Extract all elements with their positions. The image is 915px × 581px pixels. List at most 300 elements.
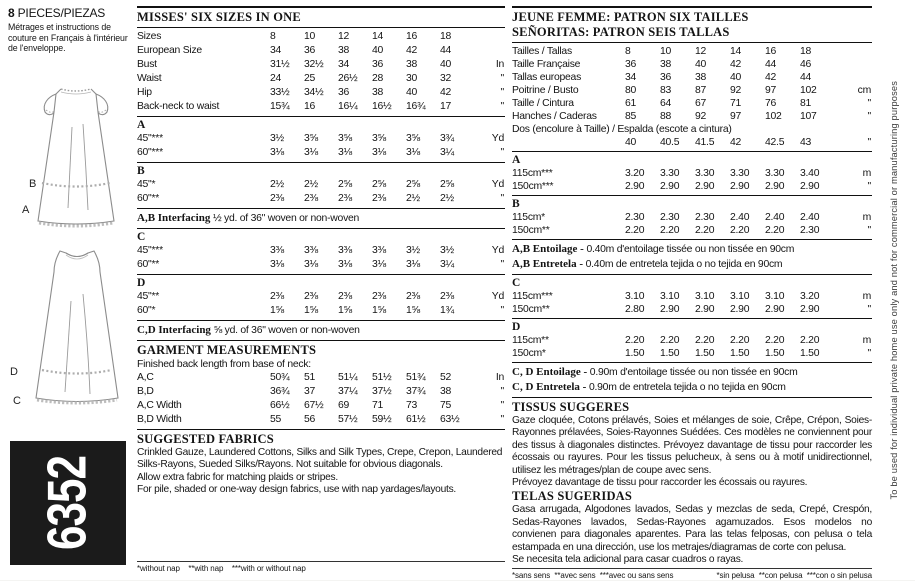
row-value: 3⅛ [338, 147, 352, 158]
row-unit: Yd [491, 179, 504, 190]
row-label: 150cm** [512, 225, 550, 236]
row-value: 15¾ [270, 101, 290, 112]
row-value: 42 [765, 72, 777, 83]
row-label [512, 136, 625, 149]
row-value: 14 [730, 46, 742, 57]
row-value: 40 [730, 72, 742, 83]
divider [512, 397, 872, 398]
row-value: 2⅜ [338, 291, 352, 302]
row-value: 38 [440, 386, 452, 397]
ab-entoilage-note-fr: A,B Entoilage - 0.40m d'entoilage tissée ou non tissée en 90cm [512, 243, 795, 255]
table-row [512, 224, 872, 237]
row-value: 75 [440, 400, 452, 411]
divider [137, 429, 505, 430]
spanish-title: SEÑORITAS: PATRON SEIS TALLAS [512, 25, 730, 39]
row-value: 2⅜ [338, 193, 352, 204]
row-value: 64 [660, 98, 672, 109]
row-value: 2.30 [625, 212, 645, 223]
row-value: 1⅝ [372, 305, 386, 316]
row-value: 38 [695, 72, 707, 83]
row-unit [835, 58, 872, 71]
divider [512, 151, 872, 152]
dress-illustration-views-a-b [30, 82, 122, 228]
row-value: 1.50 [660, 348, 680, 359]
row-value: 2.90 [625, 181, 645, 192]
copyright-edge-strip [876, 0, 912, 580]
row-value: 16 [406, 31, 418, 42]
row-label: B,D Width [137, 414, 182, 425]
row-value: 2.90 [695, 304, 715, 315]
row-value: 2.30 [695, 212, 715, 223]
row-value: 44 [440, 45, 452, 56]
tissus-suggeres-text [512, 415, 872, 489]
table-row [512, 71, 872, 84]
row-value: 3⅛ [304, 147, 318, 158]
row-value: 2.20 [695, 225, 715, 236]
row-value: 46 [800, 59, 812, 70]
row-value: 3½ [270, 133, 284, 144]
divider [512, 6, 872, 8]
row-label: 60"* [137, 305, 156, 316]
row-unit: " [867, 348, 871, 359]
row-value: 8 [270, 31, 276, 42]
table-row [137, 58, 505, 72]
row-value: 36 [338, 87, 350, 98]
row-value: 36¾ [270, 386, 290, 397]
row-value: 3⅝ [338, 133, 352, 144]
row-value: 40 [406, 87, 418, 98]
row-value: 37¾ [406, 386, 426, 397]
row-unit [835, 71, 872, 84]
yardage-table-view-a [137, 132, 505, 160]
row-value: 2½ [304, 179, 318, 190]
row-unit: " [500, 87, 504, 98]
row-value: 3½ [440, 245, 454, 256]
row-unit: " [500, 193, 504, 204]
pieces-title [8, 6, 134, 20]
row-value: 2.20 [695, 335, 715, 346]
row-value: 2.30 [800, 225, 820, 236]
row-value: 2.80 [625, 304, 645, 315]
row-value: 40 [440, 59, 452, 70]
divider [512, 42, 872, 43]
paragraph: Allow extra fabric for matching plaids or stripes. [137, 471, 338, 483]
english-column [137, 6, 505, 574]
row-value: 38 [372, 87, 384, 98]
row-unit: " [867, 304, 871, 315]
table-row [137, 413, 505, 427]
divider [137, 6, 505, 8]
row-value: 97 [765, 85, 777, 96]
row-value: 67½ [304, 400, 324, 411]
row-value: 3.10 [765, 291, 785, 302]
row-value: 3⅜ [338, 245, 352, 256]
row-value: 2⅜ [372, 193, 386, 204]
row-value: 50¾ [270, 372, 290, 383]
row-label: Bust [137, 59, 157, 70]
row-value: 1⅝ [304, 305, 318, 316]
row-value: 2⅜ [270, 291, 284, 302]
body-measurements-table-en [137, 30, 505, 114]
pattern-number-box [10, 441, 126, 565]
row-label: Poitrine / Busto [512, 85, 579, 96]
paragraph: For pile, shaded or one-way design fabrics, use with nap yardages/layouts. [137, 484, 457, 496]
view-d-header-intl: D [512, 321, 521, 333]
french-title: JEUNE FEMME: PATRON SIX TAILLES [512, 10, 749, 24]
row-value: 3.20 [800, 291, 820, 302]
row-value: 34 [270, 45, 282, 56]
nap-footnote-es: *sin pelusa **con pelusa ***con o sin pelusa [716, 571, 872, 581]
row-value: 3.40 [800, 168, 820, 179]
english-footnote-group [137, 559, 505, 574]
view-label-b: B [29, 178, 37, 190]
row-value: 67 [695, 98, 707, 109]
row-value: 51½ [372, 372, 392, 383]
pieces-header [8, 6, 134, 54]
row-value: 2.20 [730, 335, 750, 346]
row-unit: Yd [491, 291, 504, 302]
row-value: 42 [440, 87, 452, 98]
pieces-count: 8 [8, 6, 15, 20]
row-value: 10 [660, 46, 672, 57]
row-value: 3⅛ [338, 259, 352, 270]
row-value: 42 [406, 45, 418, 56]
row-label: A,C [137, 372, 154, 383]
paragraph: Gasa arrugada, Algodones lavados, Sedas y mezclas de seda, Crepé, Crespón, Sedas-Rayones lavados, Sedas-Rayones agamuzados. Esos modelos no convienen para diagonales aparentes. Para las telas felposas, con pelusa o tela estampada en una dirección, use los metrajes/diagramas de corte con pelusa. [512, 504, 872, 553]
pattern-number: 6352 [36, 456, 98, 550]
divider [137, 228, 505, 229]
row-value: 3⅛ [270, 147, 284, 158]
row-unit: " [867, 181, 871, 192]
row-label: 45"** [137, 291, 160, 302]
row-value: 3⅛ [406, 147, 420, 158]
row-value: 71 [730, 98, 742, 109]
row-value: 16½ [372, 101, 392, 112]
row-value: 3½ [406, 245, 420, 256]
row-value: 2.40 [765, 212, 785, 223]
row-value: 3⅜ [372, 245, 386, 256]
intl-footnote-group [512, 566, 872, 581]
row-value: 1.50 [730, 348, 750, 359]
yardage-table-view-d [137, 290, 505, 318]
row-value: 25 [304, 73, 316, 84]
row-value: 3⅛ [372, 147, 386, 158]
garment-measurements-table [137, 371, 505, 427]
row-value: 40 [695, 59, 707, 70]
row-unit: cm [857, 85, 871, 96]
row-value: 2.20 [730, 225, 750, 236]
row-value: 92 [730, 85, 742, 96]
row-label: Tailles / Tallas [512, 46, 572, 57]
row-value: 28 [372, 73, 384, 84]
row-label: 45"* [137, 179, 156, 190]
row-value: 2.20 [625, 335, 645, 346]
row-value: 40 [625, 137, 637, 148]
row-value: 32 [440, 73, 452, 84]
row-label: Tallas europeas [512, 72, 582, 83]
row-label: 115cm*** [512, 168, 553, 179]
row-unit: " [867, 98, 871, 109]
row-unit [835, 45, 872, 58]
divider [512, 362, 872, 363]
french-contents-note: Métrages et instructions de couture en Français à l'intérieur de l'enveloppe. [8, 22, 128, 54]
row-value: 26½ [338, 73, 358, 84]
row-label: Hip [137, 87, 152, 98]
nap-footnote-fr: *sans sens **avec sens ***avec ou sans sens [512, 571, 674, 581]
row-value: 3.10 [625, 291, 645, 302]
row-value: 2⅜ [304, 193, 318, 204]
row-value: 2½ [440, 193, 454, 204]
body-measurements-table-intl [512, 45, 872, 123]
row-label: 115cm* [512, 212, 545, 223]
pieces-label: PIECES/PIEZAS [17, 6, 106, 20]
telas-sugeridas-title: TELAS SUGERIDAS [512, 489, 633, 504]
row-value: 87 [695, 85, 707, 96]
row-label: Back-neck to waist [137, 101, 220, 112]
divider [512, 568, 872, 569]
table-row [512, 45, 872, 58]
row-value: 3.10 [730, 291, 750, 302]
row-value: 14 [372, 31, 384, 42]
row-value: 18 [440, 31, 452, 42]
row-label: 60"*** [137, 147, 163, 158]
row-value: 10 [304, 31, 316, 42]
row-value: 1.50 [800, 348, 820, 359]
row-value: 3⅝ [304, 133, 318, 144]
back-neck-values-intl [512, 136, 872, 149]
table-row [137, 72, 505, 86]
row-value: 2⅝ [406, 179, 420, 190]
row-unit: " [500, 259, 504, 270]
row-unit: " [500, 147, 504, 158]
row-value: 36 [660, 72, 672, 83]
home-use-notice: To be used for individual private home use only and not for commercial or manufacturing purposes [889, 80, 899, 500]
row-value: 24 [270, 73, 282, 84]
table-row [512, 110, 872, 123]
dress-illustration-views-c-d [26, 246, 128, 408]
yardage-table-view-c [137, 244, 505, 272]
paragraph: Gaze cloquée, Cotons prélavés, Soies et mélanges de soie, Crêpe, Crépon, Soies-Rayonnes prélavées, Soies-Rayonnes Suédées. Ces modèles ne conviennent pour des tissus à diagonales distinctes. Prévoyez davantage de tissu pour raccorder les écossais ou rayures. Pour les tissus pelucheux, à sens ou à motif unidirectionnel, utilisez les métrages/plan de coupe avec sens. [512, 415, 872, 476]
row-value: 3.20 [625, 168, 645, 179]
table-row [512, 97, 872, 110]
view-a-header: A [137, 119, 146, 131]
row-label: 115cm*** [512, 291, 553, 302]
row-value: 3¾ [440, 133, 454, 144]
table-row [137, 178, 505, 192]
row-unit: " [867, 225, 871, 236]
row-value: 2⅜ [304, 291, 318, 302]
row-value: 102 [765, 111, 782, 122]
row-unit [474, 30, 505, 44]
row-value: 44 [800, 72, 812, 83]
row-value: 97 [730, 111, 742, 122]
row-value: 76 [765, 98, 777, 109]
row-value: 37 [304, 386, 316, 397]
row-label: B,D [137, 386, 154, 397]
row-value: 2⅝ [440, 179, 454, 190]
row-unit: In [495, 372, 504, 383]
row-unit: m [862, 335, 871, 346]
divider [137, 116, 505, 117]
suggested-fabrics-text [137, 447, 505, 497]
row-value: 42 [730, 59, 742, 70]
row-value: 2⅜ [440, 291, 454, 302]
table-row [512, 334, 872, 347]
row-value: 80 [625, 85, 637, 96]
row-value: 16 [765, 46, 777, 57]
row-value: 2.90 [695, 181, 715, 192]
row-value: 61 [625, 98, 637, 109]
row-label: A,C Width [137, 400, 182, 411]
row-value: 37½ [372, 386, 392, 397]
row-value: 40.5 [660, 137, 680, 148]
row-label: Taille Française [512, 59, 581, 70]
row-value: 44 [765, 59, 777, 70]
row-value: 3⅛ [270, 259, 284, 270]
row-value: 17 [440, 101, 452, 112]
paragraph: Prévoyez davantage de tissu pour raccorder les écossais ou rayures. [512, 477, 808, 489]
suggested-fabrics-title: SUGGESTED FABRICS [137, 432, 274, 446]
row-value: 3⅛ [304, 259, 318, 270]
row-value: 12 [338, 31, 350, 42]
row-value: 1.50 [695, 348, 715, 359]
row-value: 56 [304, 414, 316, 425]
row-unit: m [862, 168, 871, 179]
row-value: 81 [800, 98, 812, 109]
row-value: 38 [338, 45, 350, 56]
row-value: 1⅝ [406, 305, 420, 316]
row-label: Waist [137, 73, 162, 84]
table-row [137, 385, 505, 399]
row-unit: " [500, 73, 504, 84]
row-value: 36 [372, 59, 384, 70]
ab-entretela-note-es: A,B Entretela - 0.40m de entretela tejida o no tejida en 90cm [512, 258, 783, 270]
row-label: Hanches / Caderas [512, 111, 597, 122]
yardage-table-view-b [137, 178, 505, 206]
row-unit: " [500, 101, 504, 112]
divider [137, 340, 505, 341]
table-row [512, 58, 872, 71]
row-value: 3⅝ [372, 133, 386, 144]
table-row [137, 86, 505, 100]
row-value: 34½ [304, 87, 324, 98]
row-value: 2.90 [765, 181, 785, 192]
row-unit: " [867, 137, 871, 148]
table-row [137, 192, 505, 206]
metric-table-view-c [512, 290, 872, 316]
row-value: 16¼ [338, 101, 358, 112]
row-value: 2.20 [765, 225, 785, 236]
table-row [137, 30, 505, 44]
metric-table-view-a [512, 167, 872, 193]
row-value: 71 [372, 400, 384, 411]
row-value: 2.20 [765, 335, 785, 346]
row-value: 85 [625, 111, 637, 122]
table-row [512, 303, 872, 316]
row-value: 2.20 [660, 335, 680, 346]
back-neck-label-intl: Dos (encolure à Taille) / Espalda (escote a cintura) [512, 124, 732, 135]
row-label: Sizes [137, 31, 162, 42]
row-value: 73 [406, 400, 418, 411]
row-label: 150cm*** [512, 181, 554, 192]
row-value: 8 [625, 46, 631, 57]
table-row [137, 304, 505, 318]
row-value: 3.30 [695, 168, 715, 179]
row-value: 41.5 [695, 137, 715, 148]
row-unit: " [500, 386, 504, 397]
divider [137, 320, 505, 321]
divider [137, 208, 505, 209]
row-value: 88 [660, 111, 672, 122]
row-value: 61½ [406, 414, 426, 425]
row-value: 55 [270, 414, 282, 425]
cd-entoilage-note-fr: C, D Entoilage - 0.90m d'entoilage tissée ou non tissée en 90cm [512, 366, 798, 378]
cd-interfacing-note: C,D Interfacing ⅝ yd. of 36" woven or non-woven [137, 324, 360, 336]
row-unit: " [500, 305, 504, 316]
table-row [512, 290, 872, 303]
table-row [137, 146, 505, 160]
row-value: 1¾ [440, 305, 454, 316]
row-value: 3.10 [660, 291, 680, 302]
row-value: 3⅝ [406, 133, 420, 144]
row-unit: " [500, 414, 504, 425]
view-a-header-intl: A [512, 154, 521, 166]
row-label: 150cm* [512, 348, 546, 359]
row-value: 1.50 [765, 348, 785, 359]
view-c-header-intl: C [512, 277, 521, 289]
table-row [512, 136, 872, 149]
table-row [137, 244, 505, 258]
row-unit: In [495, 59, 504, 70]
row-label: 60"** [137, 193, 160, 204]
row-value: 66½ [270, 400, 290, 411]
row-value: 2⅜ [372, 291, 386, 302]
row-value: 3⅜ [304, 245, 318, 256]
view-d-header: D [137, 277, 146, 289]
row-value: 3¼ [440, 259, 454, 270]
row-value: 16 [304, 101, 316, 112]
view-b-header: B [137, 165, 145, 177]
table-row [512, 347, 872, 360]
row-label: 60"** [137, 259, 160, 270]
row-value: 30 [406, 73, 418, 84]
row-value: 52 [440, 372, 452, 383]
row-value: 38 [406, 59, 418, 70]
row-value: 1⅝ [270, 305, 284, 316]
row-value: 2.90 [800, 304, 820, 315]
row-value: 42.5 [765, 137, 785, 148]
row-value: 92 [695, 111, 707, 122]
row-label: Taille / Cintura [512, 98, 574, 109]
row-value: 34 [338, 59, 350, 70]
row-value: 59½ [372, 414, 392, 425]
row-value: 2.90 [660, 304, 680, 315]
row-value: 2⅝ [372, 179, 386, 190]
divider [512, 195, 872, 196]
ab-interfacing-note: A,B Interfacing ½ yd. of 36" woven or non-woven [137, 212, 360, 224]
row-value: 2.90 [765, 304, 785, 315]
paragraph: Se necesita tela adicional para casar cuadros o rayas. [512, 554, 744, 566]
row-label: European Size [137, 45, 202, 56]
row-value: 3.30 [765, 168, 785, 179]
table-row [512, 180, 872, 193]
row-value: 51 [304, 372, 316, 383]
divider [512, 274, 872, 275]
row-value: 42 [730, 137, 742, 148]
row-value: 83 [660, 85, 672, 96]
row-value: 2⅝ [338, 179, 352, 190]
row-value: 107 [800, 111, 817, 122]
